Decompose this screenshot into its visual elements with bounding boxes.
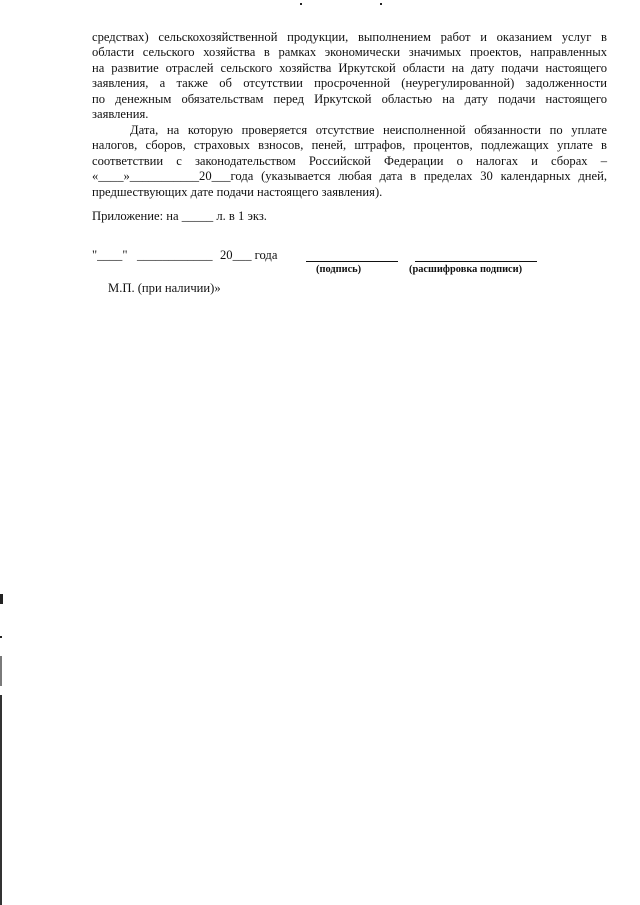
text-line: средствах) сельскохозяйственной продукции, выполнением работ и оказанием услуг в	[92, 30, 607, 44]
signature-line	[306, 261, 398, 262]
text-line: соответствии с законодательством Российской Федерации о налогах и сборах –	[92, 153, 607, 168]
text-line: предшествующих дате подачи настоящего заявления).	[92, 184, 383, 199]
date-month-field: ____________	[137, 248, 213, 262]
date-year-field: 20___ года	[220, 248, 278, 262]
paragraph-declaration	[92, 30, 607, 122]
text-line: Дата, на которую проверяется отсутствие неисполненной обязанности по уплате	[130, 123, 607, 137]
signature-caption: (подпись)	[316, 264, 362, 275]
text-line: заявления.	[92, 107, 149, 122]
scan-mark	[380, 3, 382, 5]
decoding-line	[415, 261, 537, 262]
scan-mark	[0, 594, 3, 604]
decoding-caption: (расшифровка подписи)	[409, 264, 523, 275]
text-line: налогов, сборов, страховых взносов, пеней, штрафов, процентов, подлежащих уплате в	[92, 138, 607, 153]
stamp-note: М.П. (при наличии)»	[108, 281, 221, 295]
text-line: «____»___________20___года (указывается любая дата в пределах 30 календарных дней,	[92, 169, 607, 184]
text-line: на развитие отраслей сельского хозяйства Иркутской области на дату подачи настоящего	[92, 60, 607, 75]
text-line: области сельского хозяйства в рамках экономически значимых проектов, направленных	[92, 45, 607, 60]
text-line: заявления, а также об отсутствии просроченной (неурегулированной) задолженности	[92, 76, 607, 91]
date-day-field: "____"	[92, 248, 128, 262]
signature-row	[92, 248, 612, 264]
paragraph-date-check	[92, 123, 607, 200]
attachment-line: Приложение: на _____ л. в 1 экз.	[92, 209, 267, 223]
scan-mark	[0, 636, 2, 638]
scan-edge-line	[0, 695, 2, 905]
scan-mark	[300, 3, 302, 5]
text-line: по денежным обязательствам перед Иркутской областью на дату подачи настоящего	[92, 91, 607, 106]
scan-mark	[0, 656, 2, 686]
